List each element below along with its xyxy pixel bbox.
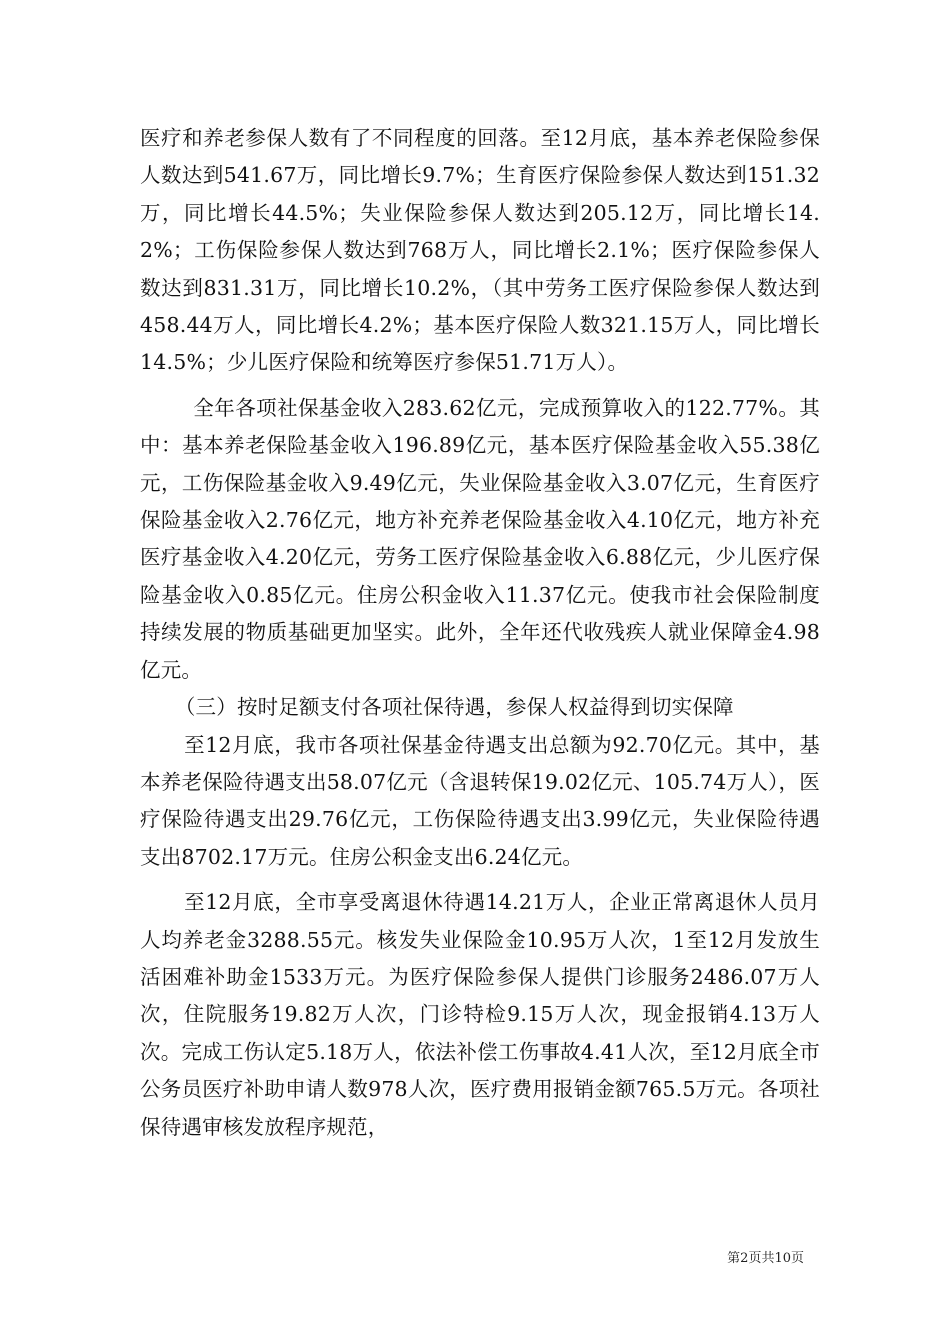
section-heading-benefits: （三）按时足额支付各项社保待遇，参保人权益得到切实保障 [174, 695, 734, 720]
paragraph-enrollment: 医疗和养老参保人数有了不同程度的回落。至12月底，基本养老保险参保人数达到541.67万，同比增长9.7%；生育医疗保险参保人数达到151.32万，同比增长44.5%；失业保险参保人数达到205.12万，同比增长14.2%；工伤保险参保人数达到768万人，同比增长2.1%；医疗保险参保人数达到831.31万，同比增长10.2%，（其中劳务工医疗保险参保人数达到458.44万人，同比增长4.2%；基本医疗保险人数321.15万人，同比增长14.5%；少儿医疗保险和统筹医疗参保51.71万人）。 [140, 126, 820, 375]
page-number: 第2页共10页 [727, 1251, 804, 1266]
paragraph-fund-income: 全年各项社保基金收入283.62亿元，完成预算收入的122.77%。其中：基本养老保险基金收入196.89亿元，基本医疗保险基金收入55.38亿元，工伤保险基金收入9.49亿元，失业保险基金收入3.07亿元，生育医疗保险基金收入2.76亿元，地方补充养老保险基金收入4.10亿元，地方补充医疗基金收入4.20亿元，劳务工医疗保险基金收入6.88亿元，少儿医疗保险基金收入0.85亿元。住房公积金收入11.37亿元。使我市社会保险制度持续发展的物质基础更加坚实。此外，全年还代收残疾人就业保障金4.98亿元。 [140, 395, 820, 682]
document-body [140, 120, 820, 1146]
paragraph-benefit-expenditure: 至12月底，我市各项社保基金待遇支出总额为92.70亿元。其中，基本养老保险待遇支出58.07亿元（含退转保19.02亿元、105.74万人），医疗保险待遇支出29.76亿元，工伤保险待遇支出3.99亿元，失业保险待遇支出8702.17万元。住房公积金支出6.24亿元。 [140, 732, 820, 869]
paragraph-retirement-benefits: 至12月底，全市享受离退休待遇14.21万人，企业正常离退休人员月人均养老金3288.55元。核发失业保险金10.95万人次，1至12月发放生活困难补助金1533万元。为医疗保险参保人提供门诊服务2486.07万人次，住院服务19.82万人次，门诊特检9.15万人次，现金报销4.13万人次。完成工伤认定5.18万人，依法补偿工伤事故4.41人次，至12月底全市公务员医疗补助申请人数978人次，医疗费用报销金额765.5万元。各项社保待遇审核发放程序规范， [140, 890, 820, 1139]
